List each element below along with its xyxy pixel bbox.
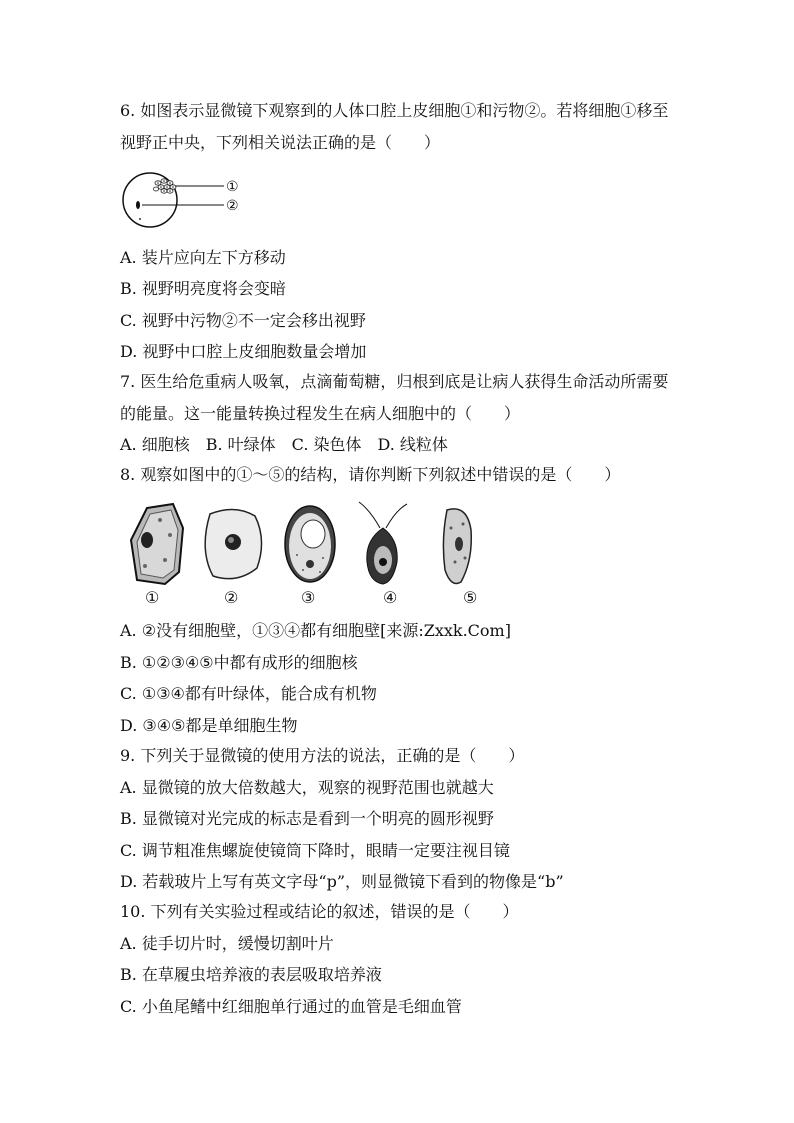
yeast-cell-icon — [285, 506, 335, 582]
q6-option-b: B. 视野明亮度将会变暗 — [120, 279, 286, 298]
q6-microscope-figure — [120, 165, 260, 235]
q8-option-d: D. ③④⑤都是单细胞生物 — [120, 716, 298, 735]
q6-stem-line2: 视野正中央，下列相关说法正确的是（ ） — [120, 133, 441, 152]
q8-label-5: ⑤ — [463, 588, 478, 607]
q8-cells-figure — [125, 500, 505, 612]
plant-cell-icon — [131, 504, 183, 584]
q9-option-a: A. 显微镜的放大倍数越大，观察的视野范围也就越大 — [120, 778, 494, 797]
q6-option-a: A. 装片应向左下方移动 — [120, 248, 286, 267]
q6-label-dirt: ② — [226, 198, 239, 214]
q6-stem-line1: 6. 如图表示显微镜下观察到的人体口腔上皮细胞①和污物②。若将细胞①移至 — [120, 101, 669, 120]
q6-label-cell: ① — [226, 179, 239, 195]
q10-stem: 10. 下列有关实验过程或结论的叙述，错误的是（ ） — [120, 902, 519, 921]
q8-option-c: C. ①③④都有叶绿体，能合成有机物 — [120, 684, 377, 703]
q8-label-1: ① — [145, 588, 160, 607]
chlamydomonas-icon — [359, 502, 407, 584]
q10-option-a: A. 徒手切片时，缓慢切割叶片 — [120, 934, 334, 953]
q7-stem-line1: 7. 医生给危重病人吸氧，点滴葡萄糖，归根到底是让病人获得生命活动所需要 — [120, 372, 669, 391]
microscope-view-icon — [120, 165, 260, 235]
q9-stem: 9. 下列关于显微镜的使用方法的说法，正确的是（ ） — [120, 746, 525, 765]
q8-label-3: ③ — [301, 588, 316, 607]
q10-option-c: C. 小鱼尾鳍中红细胞单行通过的血管是毛细血管 — [120, 997, 462, 1016]
q6-option-c: C. 视野中污物②不一定会移出视野 — [120, 311, 366, 330]
q7-stem-line2: 的能量。这一能量转换过程发生在病人细胞中的（ ） — [120, 404, 521, 423]
q8-option-b: B. ①②③④⑤中都有成形的细胞核 — [120, 653, 358, 672]
q6-option-d: D. 视野中口腔上皮细胞数量会增加 — [120, 342, 367, 361]
paramecium-icon — [443, 509, 471, 584]
animal-cell-icon — [205, 509, 261, 578]
q8-label-4: ④ — [383, 588, 398, 607]
q8-option-a: A. ②没有细胞壁，①③④都有细胞壁[来源:Zxxk.Com] — [120, 621, 511, 640]
q8-stem: 8. 观察如图中的①～⑤的结构，请你判断下列叙述中错误的是（ ） — [120, 465, 621, 484]
q9-option-d: D. 若载玻片上写有英文字母“p”，则显微镜下看到的物像是“b” — [120, 872, 564, 891]
q9-option-b: B. 显微镜对光完成的标志是看到一个明亮的圆形视野 — [120, 809, 494, 828]
q8-label-2: ② — [224, 588, 239, 607]
q9-option-c: C. 调节粗准焦螺旋使镜筒下降时，眼睛一定要注视目镜 — [120, 841, 510, 860]
q7-options: A. 细胞核 B. 叶绿体 C. 染色体 D. 线粒体 — [120, 435, 448, 454]
q10-option-b: B. 在草履虫培养液的表层吸取培养液 — [120, 965, 382, 984]
